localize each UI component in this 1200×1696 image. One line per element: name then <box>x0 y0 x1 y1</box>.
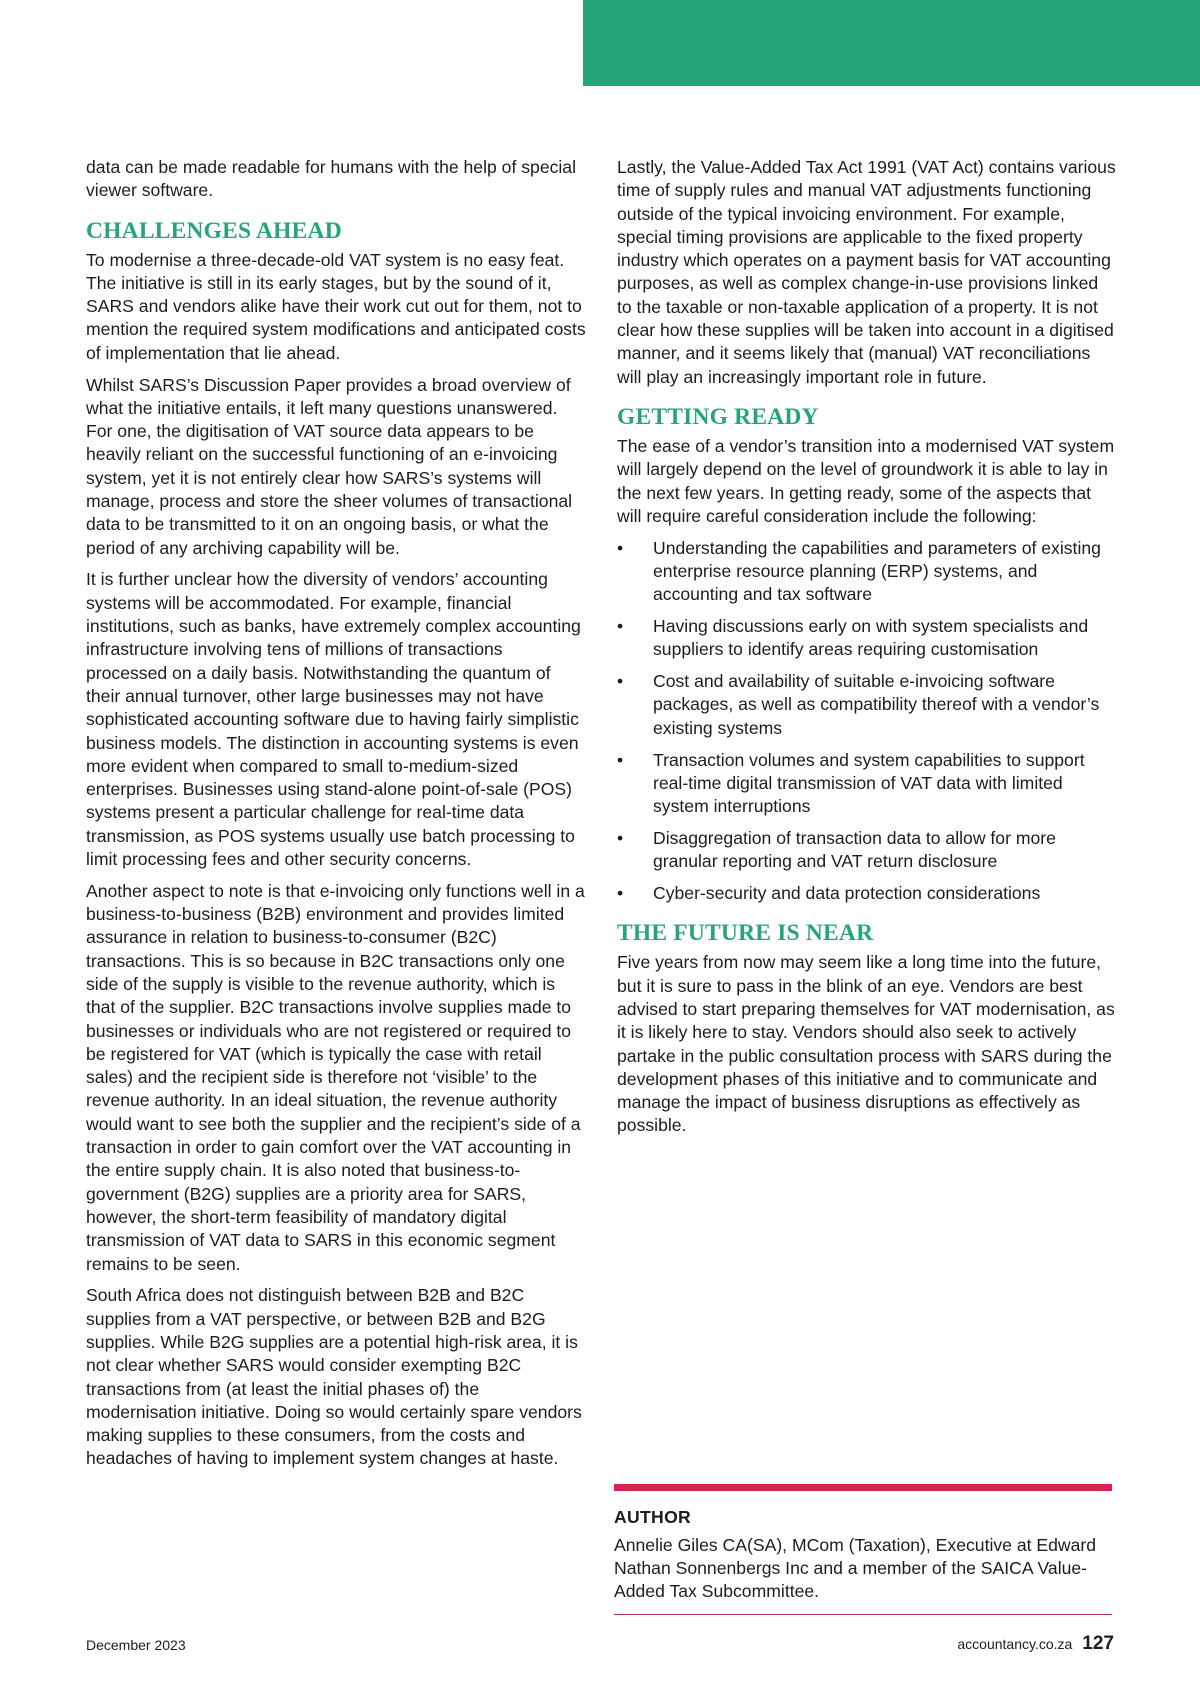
footer-right <box>957 1633 1114 1655</box>
list-item-text: Transaction volumes and system capabilities to support real-time digital transmission of VAT data with limited system interruptions <box>653 749 1085 817</box>
paragraph: South Africa does not distinguish between B2B and B2C supplies from a VAT perspective, or between B2B and B2G supplies. While B2G supplies are a potential high-risk area, it is not clear whether SARS would consider exempting B2C transactions from (at least the initial phases of) the modernisation initiative. Doing so would certainly spare vendors making supplies to these consumers, from the costs and headaches of having to implement system changes at haste. <box>86 1285 582 1469</box>
right-column <box>617 156 1117 1146</box>
list-item <box>617 670 1117 740</box>
getting-ready-paragraph: The ease of a vendor’s transition into a modernised VAT system will largely depend on the level of groundwork it is able to lay in the next few years. In getting ready, some of the aspects that will require careful consideration include the following: <box>617 435 1115 526</box>
list-item <box>617 882 1117 905</box>
author-bio: Annelie Giles CA(SA), MCom (Taxation), Executive at Edward Nathan Sonnenbergs Inc and a member of the SAICA Value-Added Tax Subcommittee. <box>614 1535 1097 1601</box>
author-heading: AUTHOR <box>614 1507 692 1527</box>
bullet-icon: • <box>617 671 624 692</box>
bullet-icon: • <box>617 883 624 904</box>
list-item <box>617 537 1117 607</box>
heading-challenges-ahead: CHALLENGES AHEAD <box>86 217 342 244</box>
footer-site: accountancy.co.za <box>957 1636 1073 1652</box>
author-bottom-divider <box>614 1614 1112 1615</box>
author-red-divider <box>614 1484 1112 1491</box>
footer-date: December 2023 <box>86 1637 186 1653</box>
header-green-block <box>583 0 1200 86</box>
heading-getting-ready: GETTING READY <box>617 403 819 430</box>
paragraph: To modernise a three-decade-old VAT system is no easy feat. The initiative is still in its early stages, but by the sound of it, SARS and vendors alike have their work cut out for them, not to mention the required system modifications and anticipated costs of implementation that lie ahead. <box>86 249 586 363</box>
list-item-text: Cyber-security and data protection considerations <box>653 883 1041 904</box>
bullet-icon: • <box>617 827 624 848</box>
heading-future-is-near: THE FUTURE IS NEAR <box>617 920 874 947</box>
bullet-icon: • <box>617 537 624 558</box>
author-box <box>614 1484 1112 1615</box>
list-item <box>617 827 1117 874</box>
left-column <box>86 156 586 1479</box>
list-item-text: Disaggregation of transaction data to allow for more granular reporting and VAT return disclosure <box>653 827 1056 872</box>
list-item <box>617 749 1117 819</box>
right-intro-paragraph: Lastly, the Value-Added Tax Act 1991 (VAT Act) contains various time of supply rules and manual VAT adjustments functioning outside of the typical invoicing environment. For example, special timing provisions are applicable to the fixed property industry which operates on a payment basis for VAT accounting purposes, as well as complex change-in-use provisions linked to the taxable or non-taxable application of a property. It is not clear how these supplies will be taken into account in a digitised manner, and it seems likely that (manual) VAT reconciliations will play an increasingly important role in future. <box>617 157 1116 387</box>
paragraph: It is further unclear how the diversity of vendors’ accounting systems will be accommodated. For example, financial institutions, such as banks, have extremely complex accounting infrastructure involving tens of millions of transactions processed on a daily basis. Notwithstanding the quantum of their annual turnover, other large businesses may not have sophisticated accounting software due to having fairly simplistic business models. The distinction in accounting systems is even more evident when compared to small to-medium-sized enterprises. Businesses using stand-alone point-of-sale (POS) systems present a particular challenge for real-time data transmission, as POS systems usually use batch processing to limit processing fees and other security concerns. <box>86 569 581 870</box>
page-number: 127 <box>1082 1633 1114 1654</box>
list-item <box>617 615 1117 662</box>
paragraph: Another aspect to note is that e-invoicing only functions well in a business-to-business (B2B) environment and provides limited assurance in relation to business-to-consumer (B2C) transactions. This is so because in B2C transactions only one side of the supply is visible to the revenue authority, which is that of the supplier. B2C transactions involve supplies made to businesses or individuals who are not registered or required to be registered for VAT (which is typically the case with retail sales) and the recipient side is therefore not ‘visible’ to the revenue authority. In an ideal situation, the revenue authority would want to see both the supplier and the recipient’s side of a transaction in order to gain comfort over the VAT accounting in the entire supply chain. It is also noted that business-to-government (B2G) supplies are a priority area for SARS, however, the short-term feasibility of mandatory digital transmission of VAT data to SARS in this economic segment remains to be seen. <box>86 880 585 1274</box>
bullet-icon: • <box>617 616 624 637</box>
list-item-text: Cost and availability of suitable e-invoicing software packages, as well as compatibility thereof with a vendor’s existing systems <box>653 671 1100 738</box>
left-intro-paragraph: data can be made readable for humans with the help of special viewer software. <box>86 157 577 201</box>
bullet-icon: • <box>617 749 624 770</box>
list-item-text: Understanding the capabilities and parameters of existing enterprise resource planning (ERP) systems, and accounting and tax software <box>653 537 1101 605</box>
considerations-list <box>617 537 1117 906</box>
list-item-text: Having discussions early on with system specialists and suppliers to identify areas requiring customisation <box>653 616 1089 660</box>
paragraph: Whilst SARS’s Discussion Paper provides a broad overview of what the initiative entails, it left many questions unanswered. For one, the digitisation of VAT source data appears to be heavily reliant on the successful functioning of an e-invoicing system, yet it is not entirely clear how SARS’s systems will manage, process and store the sheer volumes of transactional data to be transmitted to it on an ongoing basis, or what the period of any archiving capability will be. <box>86 374 573 558</box>
future-paragraph: Five years from now may seem like a long time into the future, but it is sure to pass in the blink of an eye. Vendors are best advised to start preparing themselves for VAT modernisation, as it is likely here to stay. Vendors should also seek to actively partake in the public consultation process with SARS during the development phases of this initiative and to communicate and manage the impact of business disruptions as effectively as possible. <box>617 952 1115 1136</box>
